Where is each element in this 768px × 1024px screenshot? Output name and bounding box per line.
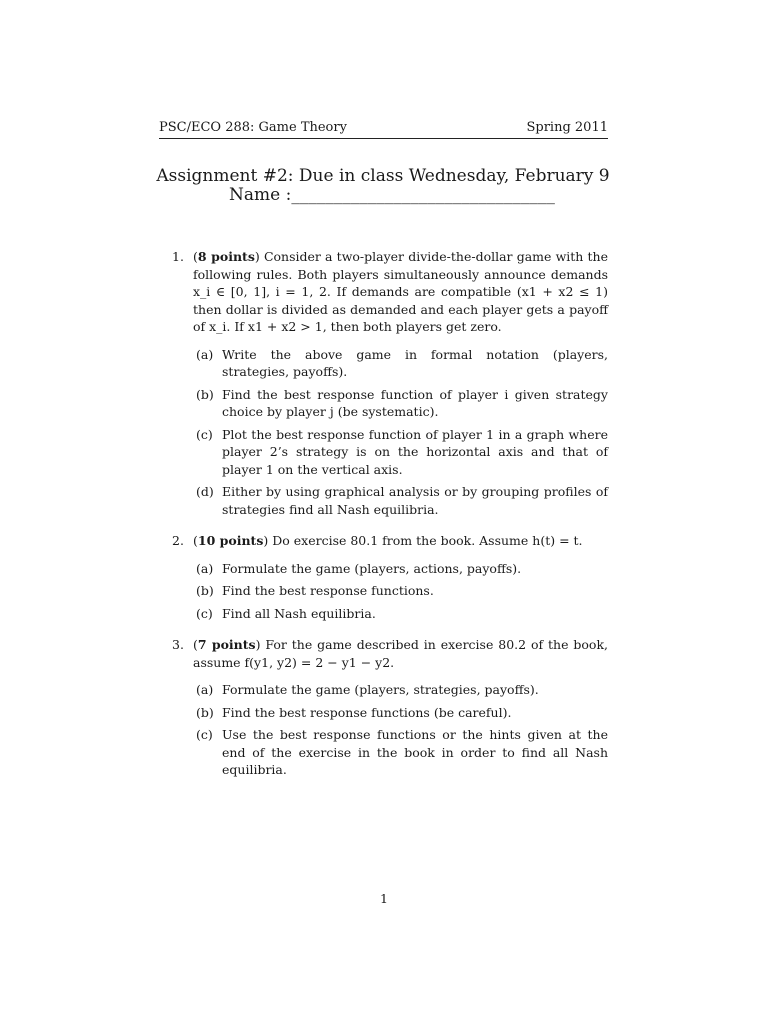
question-1 — [172, 248, 608, 518]
question-2-text: Do exercise 80.1 from the book. Assume h(t) = t. — [272, 533, 583, 548]
question-2 — [172, 532, 608, 622]
name-label: Name : — [229, 185, 292, 205]
part-item: (c) Use the best response functions or the hints given at the end of the exercise in the book in order to find all Nash equilibria. — [196, 727, 608, 777]
question-2-intro: (10 points) Do exercise 80.1 from the book. Assume h(t) = t. — [193, 533, 583, 548]
part-item: (c) Find all Nash equilibria. — [196, 605, 376, 621]
term: Spring 2011 — [526, 120, 608, 135]
question-3-parts — [193, 681, 608, 779]
question-number: 2. — [172, 533, 184, 548]
question-points: 8 points — [197, 249, 255, 264]
part-item: (b) Find the best response function of player i given strategy choice by player j (be systematic). — [196, 386, 608, 419]
question-1-text: Consider a two-player divide-the-dollar game with the following rules. Both players simultaneously announce demands x_i ∈ [0, 1], i = 1, 2. If demands are compatible (x1 + x2 ≤ 1) then dollar is divided as demanded and each player gets a payoff of x_i. If x1 + x2 > 1, then both players get zero. — [193, 249, 608, 334]
part-item: (d) Either by using graphical analysis or by grouping profiles of strategies find all Nash equilibria. — [196, 484, 608, 517]
name-field — [229, 185, 555, 205]
part-item: (c) Plot the best response function of player 1 in a graph where player 2’s strategy is on the horizontal axis and that of player 1 on the vertical axis. — [196, 426, 608, 477]
question-3-intro: (7 points) For the game described in exercise 80.2 of the book, assume f(y1, y2) = 2 − y1 − y2. — [193, 637, 608, 670]
question-2-parts — [193, 560, 608, 623]
assignment-title: Assignment #2: Due in class Wednesday, February 9 — [156, 166, 610, 186]
course-name: PSC/ECO 288: Game Theory — [159, 120, 347, 135]
questions-list — [172, 248, 608, 793]
question-number: 1. — [172, 249, 184, 264]
part-item: (a) Formulate the game (players, strategies, payoffs). — [196, 682, 539, 697]
question-1-intro: (8 points) Consider a two-player divide-the-dollar game with the following rules. Both players simultaneously announce demands x_i ∈ [0, 1], i = 1, 2. If demands are compatible (x1 + x2 ≤ 1) then dollar is divided as demanded and each player gets a payoff of x_i. If x1 + x2 > 1, then both players get zero. — [193, 249, 608, 334]
part-item: (a) Write the above game in formal notation (players, strategies, payoffs). — [196, 346, 608, 379]
question-3 — [172, 636, 608, 779]
question-3-text: For the game described in exercise 80.2 of the book, assume f(y1, y2) = 2 − y1 − y2. — [193, 637, 608, 670]
question-number: 3. — [172, 637, 184, 652]
running-header — [159, 120, 608, 139]
name-blank: _______________________________ — [291, 185, 555, 205]
question-points: 7 points — [197, 637, 256, 652]
part-item: (b) Find the best response functions (be careful). — [196, 704, 512, 720]
page-number: 1 — [380, 891, 388, 906]
question-points: 10 points — [197, 533, 264, 548]
part-item: (b) Find the best response functions. — [196, 583, 434, 598]
question-1-parts — [193, 346, 608, 519]
part-item: (a) Formulate the game (players, actions, payoffs). — [196, 560, 522, 576]
